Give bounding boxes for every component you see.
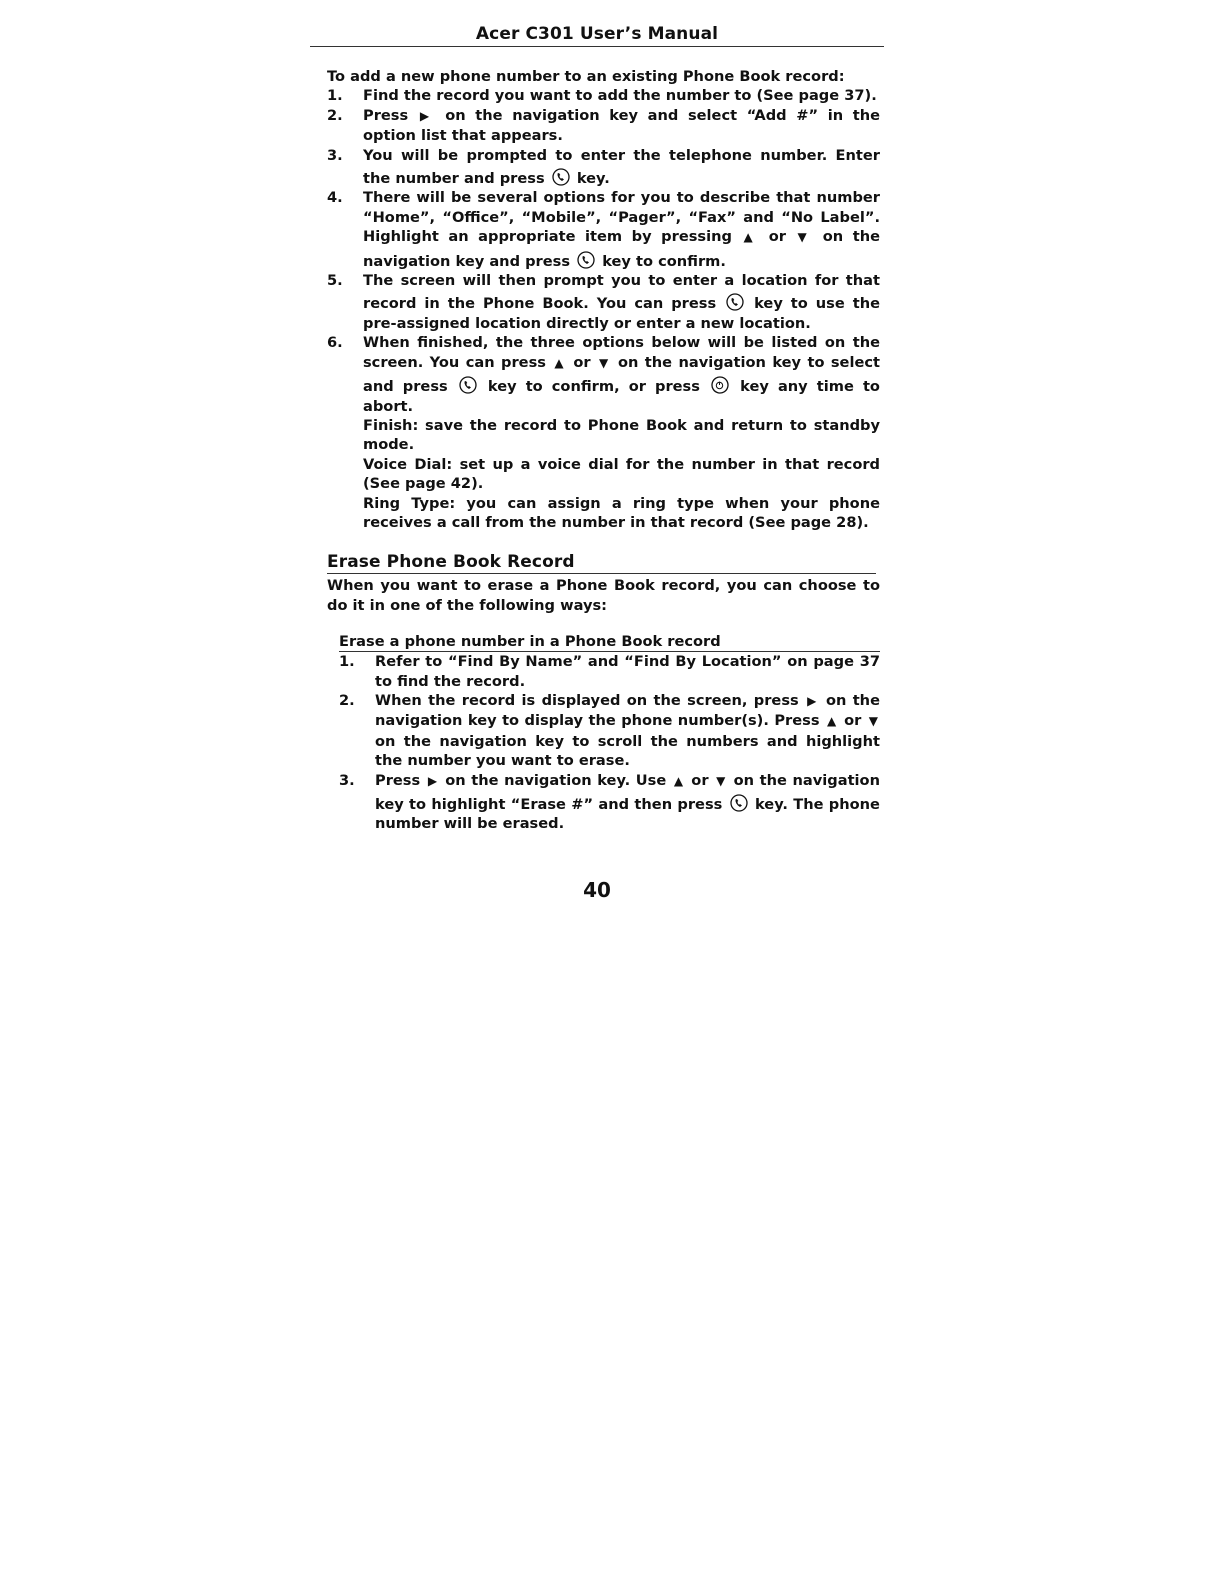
right-arrow-icon: ▶ (427, 773, 438, 788)
step-text: or (691, 771, 709, 789)
subsection-title-erase-number: Erase a phone number in a Phone Book record (339, 633, 880, 652)
down-arrow-icon: ▼ (868, 714, 879, 729)
step-text: on the navigation key and select “Add #” in the option list that appears. (363, 106, 880, 145)
section-title-erase: Erase Phone Book Record (327, 552, 876, 574)
step-text: Refer to “Find By Name” and “Find By Location” on page 37 to find the record. (375, 653, 880, 690)
manual-page (310, 24, 884, 902)
send-key-icon (576, 248, 596, 270)
step-text: When the record is displayed on the screen, press (375, 691, 799, 709)
erase-content (310, 576, 884, 615)
list-item (339, 652, 880, 691)
up-arrow-icon: ▲ (554, 355, 565, 370)
down-arrow-icon: ▼ (716, 773, 726, 788)
option-ring-type: Ring Type: you can assign a ring type when your phone receives a call from the number in that record (See page 28). (363, 494, 880, 531)
step-text: on the navigation key and press (363, 228, 880, 270)
step-number: 6. (327, 334, 343, 352)
list-item (327, 86, 880, 105)
up-arrow-icon: ▲ (673, 773, 684, 788)
list-item (327, 146, 880, 189)
step-text: or (573, 353, 591, 371)
erase-intro: When you want to erase a Phone Book record, you can choose to do it in one of the following ways: (327, 577, 880, 614)
step-number: 3. (327, 146, 343, 164)
erase-steps (327, 652, 880, 834)
step-text: on the navigation key to display the phone number(s). Press (375, 691, 880, 730)
list-item (327, 106, 880, 146)
step-text: key. The phone number will be erased. (375, 796, 880, 833)
step-text: key any time to abort. (363, 378, 880, 415)
step-text: You will be prompted to enter the telephone number. Enter the number and press (363, 146, 880, 188)
step-text: Press (363, 106, 409, 124)
send-key-icon (729, 791, 749, 813)
step-text: on the navigation key to select and press (363, 353, 880, 396)
list-item (327, 271, 880, 333)
step-text: Press (375, 771, 421, 789)
page-content (310, 67, 884, 532)
step-text: or (844, 712, 862, 730)
step-number: 2. (327, 106, 343, 124)
send-key-icon (725, 290, 745, 312)
step-number: 4. (327, 189, 343, 207)
list-item (339, 691, 880, 771)
list-item (339, 771, 880, 834)
step-text: There will be several options for you to describe that number “Home”, “Office”, “Mobile”, “Pager”, “Fax” and “No Label”. Highlight an appropriate item by pressing (363, 189, 880, 246)
option-finish: Finish: save the record to Phone Book and return to standby mode. (363, 416, 880, 454)
option-descriptions (327, 416, 880, 532)
step-text: Find the record you want to add the number to (See page 37). (363, 87, 877, 105)
add-number-steps (327, 86, 880, 416)
page-number: 40 (583, 877, 611, 902)
up-arrow-icon: ▲ (743, 230, 758, 245)
step-text: The screen will then prompt you to enter a location for that record in the Phone Book. You can press (363, 272, 880, 313)
step-text: or (768, 228, 786, 246)
step-number: 5. (327, 272, 343, 290)
erase-steps-content (310, 652, 884, 834)
step-text: key. (576, 170, 610, 188)
step-number: 1. (327, 87, 343, 105)
step-text: key to confirm. (602, 252, 726, 270)
send-key-icon (551, 165, 571, 187)
step-text: key to confirm, or press (487, 378, 700, 396)
running-header: Acer C301 User’s Manual (310, 24, 884, 47)
step-text: on the navigation key to highlight “Erase #” and then press (375, 771, 880, 813)
step-text: key to use the pre-assigned location directly or enter a new location. (363, 295, 880, 332)
right-arrow-icon: ▶ (807, 693, 818, 708)
down-arrow-icon: ▼ (599, 355, 610, 370)
step-text: on the navigation key to scroll the numbers and highlight the number you want to erase. (375, 732, 880, 770)
send-key-icon (458, 373, 478, 395)
option-voice-dial: Voice Dial: set up a voice dial for the number in that record (See page 42). (363, 455, 880, 493)
right-arrow-icon: ▶ (419, 108, 434, 123)
step-number: 3. (339, 771, 355, 789)
list-item (327, 188, 880, 271)
step-text: on the navigation key. Use (445, 771, 667, 789)
up-arrow-icon: ▲ (827, 714, 837, 729)
list-item (327, 333, 880, 416)
down-arrow-icon: ▼ (797, 230, 812, 245)
step-number: 1. (339, 653, 355, 671)
step-number: 2. (339, 691, 355, 709)
add-number-intro: To add a new phone number to an existing Phone Book record: (327, 68, 845, 85)
end-key-icon (710, 373, 730, 395)
step-text: When finished, the three options below will be listed on the screen. You can press (363, 334, 880, 371)
